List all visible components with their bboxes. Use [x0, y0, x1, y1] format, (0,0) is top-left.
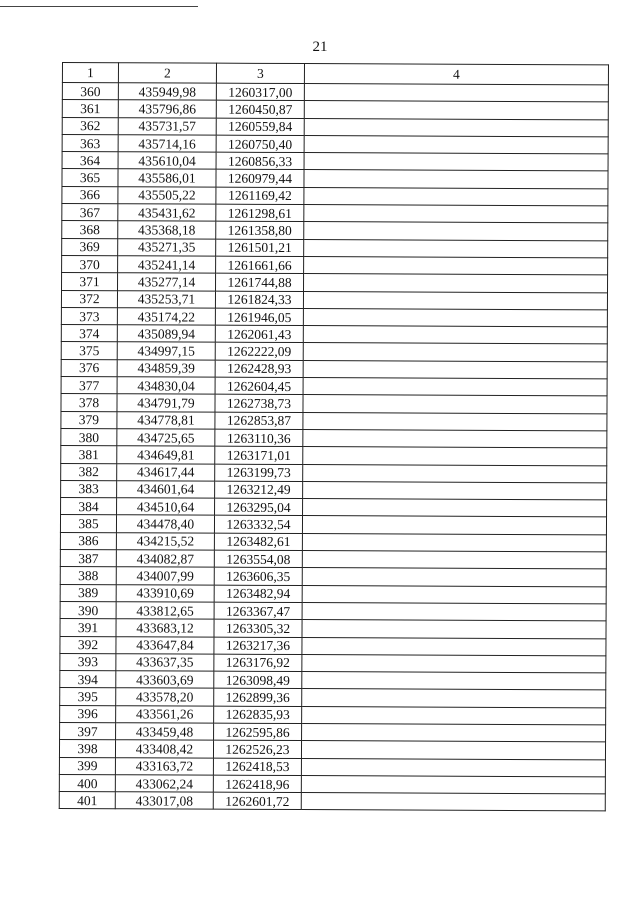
point-number-cell: 371 — [62, 273, 118, 291]
y-coordinate-cell: 1263367,47 — [214, 602, 302, 620]
y-coordinate-cell: 1261298,61 — [216, 204, 304, 222]
x-coordinate-cell: 435253,71 — [117, 290, 215, 308]
point-number-cell: 376 — [61, 359, 117, 377]
point-number-cell: 395 — [60, 688, 116, 706]
y-coordinate-cell: 1260450,87 — [216, 100, 304, 118]
x-coordinate-cell: 434007,99 — [116, 567, 214, 585]
x-coordinate-cell: 435586,01 — [118, 169, 216, 187]
x-coordinate-cell: 434859,39 — [117, 359, 215, 377]
x-coordinate-cell: 434215,52 — [116, 532, 214, 550]
point-number-cell: 364 — [62, 152, 118, 170]
y-coordinate-cell: 1262418,53 — [213, 758, 301, 776]
point-number-cell: 389 — [60, 584, 116, 602]
y-coordinate-cell: 1263482,61 — [214, 533, 302, 551]
x-coordinate-cell: 435949,98 — [118, 83, 216, 101]
x-coordinate-cell: 434649,81 — [117, 446, 215, 464]
x-coordinate-cell: 435271,35 — [118, 238, 216, 256]
description-cell — [303, 481, 607, 500]
description-cell — [304, 187, 608, 206]
point-number-cell: 381 — [61, 446, 117, 464]
y-coordinate-cell: 1262835,93 — [214, 706, 302, 724]
x-coordinate-cell: 434478,40 — [116, 515, 214, 533]
coordinates-table-container — [59, 62, 608, 812]
x-coordinate-cell: 435277,14 — [118, 273, 216, 291]
x-coordinate-cell: 435089,94 — [117, 325, 215, 343]
x-coordinate-cell: 433578,20 — [116, 688, 214, 706]
point-number-cell: 391 — [60, 619, 116, 637]
x-coordinate-cell: 435796,86 — [118, 100, 216, 118]
x-coordinate-cell: 434791,79 — [117, 394, 215, 412]
top-divider-line — [0, 6, 198, 7]
description-cell — [304, 274, 608, 293]
y-coordinate-cell: 1261501,21 — [216, 239, 304, 257]
x-coordinate-cell: 435731,57 — [118, 117, 216, 135]
y-coordinate-cell: 1263606,35 — [214, 567, 302, 585]
table-body — [59, 63, 608, 812]
y-coordinate-cell: 1263305,32 — [214, 619, 302, 637]
description-cell — [302, 602, 606, 621]
description-cell — [303, 412, 607, 431]
y-coordinate-cell: 1262899,36 — [214, 689, 302, 707]
description-cell — [302, 672, 606, 691]
point-number-cell: 401 — [59, 792, 115, 810]
x-coordinate-cell: 433408,42 — [115, 740, 213, 758]
description-cell — [301, 741, 605, 760]
x-coordinate-cell: 434601,64 — [117, 481, 215, 499]
point-number-cell: 390 — [60, 601, 116, 619]
point-number-cell: 366 — [62, 186, 118, 204]
point-number-cell: 380 — [61, 428, 117, 446]
description-cell — [301, 793, 605, 812]
y-coordinate-cell: 1260856,33 — [216, 152, 304, 170]
description-cell — [303, 378, 607, 397]
point-number-cell: 374 — [61, 325, 117, 343]
x-coordinate-cell: 435610,04 — [118, 152, 216, 170]
point-number-cell: 373 — [61, 307, 117, 325]
coordinates-table — [59, 62, 609, 812]
description-cell — [303, 308, 607, 327]
y-coordinate-cell: 1262526,23 — [213, 740, 301, 758]
column-header-4: 4 — [304, 64, 608, 85]
description-cell — [304, 222, 608, 241]
point-number-cell: 383 — [61, 480, 117, 498]
y-coordinate-cell: 1260559,84 — [216, 118, 304, 136]
x-coordinate-cell: 435174,22 — [117, 308, 215, 326]
description-cell — [303, 326, 607, 345]
x-coordinate-cell: 433062,24 — [115, 775, 213, 793]
point-number-cell: 363 — [62, 134, 118, 152]
point-number-cell: 384 — [61, 498, 117, 516]
column-header-1: 1 — [62, 63, 118, 83]
y-coordinate-cell: 1263554,08 — [214, 550, 302, 568]
description-cell — [304, 205, 608, 224]
x-coordinate-cell: 433603,69 — [116, 671, 214, 689]
table-header-row — [62, 63, 608, 85]
point-number-cell: 396 — [60, 705, 116, 723]
y-coordinate-cell: 1263482,94 — [214, 585, 302, 603]
point-number-cell: 360 — [62, 83, 118, 101]
description-cell — [304, 170, 608, 189]
description-cell — [304, 153, 608, 172]
x-coordinate-cell: 434510,64 — [117, 498, 215, 516]
x-coordinate-cell: 433683,12 — [116, 619, 214, 637]
description-cell — [303, 291, 607, 310]
description-cell — [302, 689, 606, 708]
y-coordinate-cell: 1262061,43 — [215, 325, 303, 343]
y-coordinate-cell: 1262222,09 — [215, 343, 303, 361]
description-cell — [304, 84, 608, 103]
y-coordinate-cell: 1263212,49 — [215, 481, 303, 499]
description-cell — [302, 724, 606, 743]
description-cell — [304, 118, 608, 137]
description-cell — [303, 343, 607, 362]
point-number-cell: 379 — [61, 411, 117, 429]
description-cell — [302, 516, 606, 535]
x-coordinate-cell: 434778,81 — [117, 411, 215, 429]
point-number-cell: 377 — [61, 377, 117, 395]
point-number-cell: 398 — [59, 740, 115, 758]
description-cell — [302, 637, 606, 656]
x-coordinate-cell: 434997,15 — [117, 342, 215, 360]
point-number-cell: 394 — [60, 671, 116, 689]
description-cell — [303, 395, 607, 414]
point-number-cell: 369 — [62, 238, 118, 256]
x-coordinate-cell: 433812,65 — [116, 602, 214, 620]
page-number: 21 — [312, 39, 328, 55]
y-coordinate-cell: 1263295,04 — [215, 498, 303, 516]
x-coordinate-cell: 433910,69 — [116, 584, 214, 602]
description-cell — [303, 360, 607, 379]
y-coordinate-cell: 1261946,05 — [215, 308, 303, 326]
description-cell — [301, 758, 605, 777]
y-coordinate-cell: 1262738,73 — [215, 395, 303, 413]
description-cell — [304, 239, 608, 258]
y-coordinate-cell: 1262428,93 — [215, 360, 303, 378]
description-cell — [302, 551, 606, 570]
point-number-cell: 387 — [60, 550, 116, 568]
y-coordinate-cell: 1263176,92 — [214, 654, 302, 672]
y-coordinate-cell: 1262601,72 — [213, 792, 301, 810]
x-coordinate-cell: 433561,26 — [116, 705, 214, 723]
y-coordinate-cell: 1261744,88 — [216, 273, 304, 291]
y-coordinate-cell: 1260317,00 — [216, 83, 304, 101]
description-cell — [304, 257, 608, 276]
x-coordinate-cell: 435368,18 — [118, 221, 216, 239]
y-coordinate-cell: 1261661,66 — [216, 256, 304, 274]
description-cell — [303, 447, 607, 466]
description-cell — [303, 429, 607, 448]
point-number-cell: 385 — [60, 515, 116, 533]
point-number-cell: 400 — [59, 774, 115, 792]
x-coordinate-cell: 435241,14 — [118, 256, 216, 274]
point-number-cell: 388 — [60, 567, 116, 585]
point-number-cell: 378 — [61, 394, 117, 412]
point-number-cell: 375 — [61, 342, 117, 360]
description-cell — [302, 620, 606, 639]
description-cell — [302, 533, 606, 552]
x-coordinate-cell: 433459,48 — [116, 723, 214, 741]
y-coordinate-cell: 1261358,80 — [216, 222, 304, 240]
y-coordinate-cell: 1262853,87 — [215, 412, 303, 430]
x-coordinate-cell: 434617,44 — [117, 463, 215, 481]
y-coordinate-cell: 1263171,01 — [215, 446, 303, 464]
x-coordinate-cell: 433017,08 — [115, 792, 213, 810]
x-coordinate-cell: 433637,35 — [116, 654, 214, 672]
description-cell — [302, 585, 606, 604]
column-header-3: 3 — [216, 63, 304, 83]
description-cell — [302, 706, 606, 725]
y-coordinate-cell: 1263332,54 — [214, 516, 302, 534]
description-cell — [304, 101, 608, 120]
y-coordinate-cell: 1261169,42 — [216, 187, 304, 205]
description-cell — [301, 775, 605, 794]
point-number-cell: 361 — [62, 100, 118, 118]
y-coordinate-cell: 1263199,73 — [215, 464, 303, 482]
point-number-cell: 367 — [62, 204, 118, 222]
y-coordinate-cell: 1260750,40 — [216, 135, 304, 153]
y-coordinate-cell: 1262595,86 — [214, 723, 302, 741]
point-number-cell: 392 — [60, 636, 116, 654]
x-coordinate-cell: 434725,65 — [117, 429, 215, 447]
description-cell — [303, 464, 607, 483]
column-header-2: 2 — [118, 63, 216, 83]
point-number-cell: 370 — [62, 255, 118, 273]
y-coordinate-cell: 1262604,45 — [215, 377, 303, 395]
point-number-cell: 397 — [60, 722, 116, 740]
point-number-cell: 393 — [60, 653, 116, 671]
description-cell — [303, 499, 607, 518]
point-number-cell: 399 — [59, 757, 115, 775]
table-row — [59, 792, 605, 812]
point-number-cell: 372 — [61, 290, 117, 308]
point-number-cell: 368 — [62, 221, 118, 239]
y-coordinate-cell: 1260979,44 — [216, 170, 304, 188]
point-number-cell: 382 — [61, 463, 117, 481]
x-coordinate-cell: 433163,72 — [115, 757, 213, 775]
x-coordinate-cell: 434830,04 — [117, 377, 215, 395]
y-coordinate-cell: 1262418,96 — [213, 775, 301, 793]
x-coordinate-cell: 433647,84 — [116, 636, 214, 654]
point-number-cell: 362 — [62, 117, 118, 135]
x-coordinate-cell: 434082,87 — [116, 550, 214, 568]
y-coordinate-cell: 1263098,49 — [214, 671, 302, 689]
point-number-cell: 386 — [60, 532, 116, 550]
y-coordinate-cell: 1261824,33 — [215, 291, 303, 309]
description-cell — [302, 654, 606, 673]
y-coordinate-cell: 1263217,36 — [214, 637, 302, 655]
description-cell — [304, 135, 608, 154]
point-number-cell: 365 — [62, 169, 118, 187]
x-coordinate-cell: 435431,62 — [118, 204, 216, 222]
description-cell — [302, 568, 606, 587]
x-coordinate-cell: 435714,16 — [118, 135, 216, 153]
x-coordinate-cell: 435505,22 — [118, 187, 216, 205]
y-coordinate-cell: 1263110,36 — [215, 429, 303, 447]
